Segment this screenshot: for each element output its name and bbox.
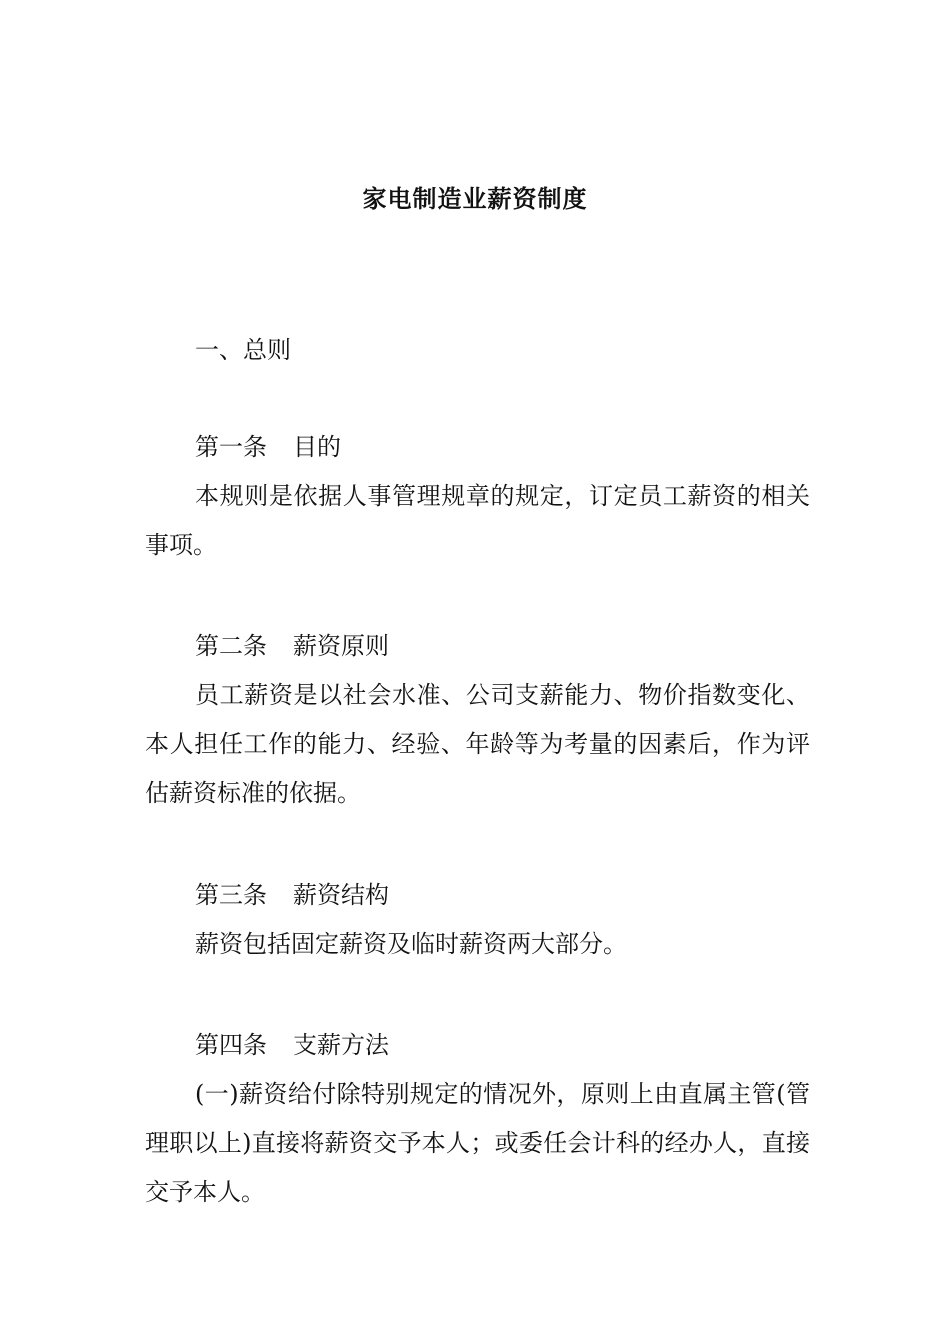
article-2 <box>145 622 810 818</box>
document-title: 家电制造业薪资制度 <box>362 184 588 213</box>
article-4 <box>145 1021 810 1217</box>
article-name: 支薪方法 <box>293 1031 389 1059</box>
article-body: (一)薪资给付除特别规定的情况外，原则上由直属主管(管理职以上)直接将薪资交予本人；或委任会计科的经办人，直接交予本人。 <box>145 1080 810 1206</box>
article-number: 第三条 <box>195 881 267 909</box>
article-name: 目的 <box>293 433 341 461</box>
article-1 <box>145 423 810 570</box>
article-heading <box>145 622 810 671</box>
section-heading-general: 一、总则 <box>195 336 291 364</box>
article-body: 本规则是依据人事管理规章的规定，订定员工薪资的相关事项。 <box>145 482 810 559</box>
article-heading <box>145 1021 810 1070</box>
article-name: 薪资结构 <box>293 881 389 909</box>
article-body: 薪资包括固定薪资及临时薪资两大部分。 <box>195 930 627 958</box>
article-heading <box>145 871 810 920</box>
article-number: 第一条 <box>195 433 267 461</box>
article-body: 员工薪资是以社会水准、公司支薪能力、物价指数变化、本人担任工作的能力、经验、年龄等为考量的因素后，作为评估薪资标准的依据。 <box>145 681 810 807</box>
article-name: 薪资原则 <box>293 632 389 660</box>
article-heading <box>145 423 810 472</box>
article-3 <box>145 871 810 969</box>
article-number: 第二条 <box>195 632 267 660</box>
article-number: 第四条 <box>195 1031 267 1059</box>
